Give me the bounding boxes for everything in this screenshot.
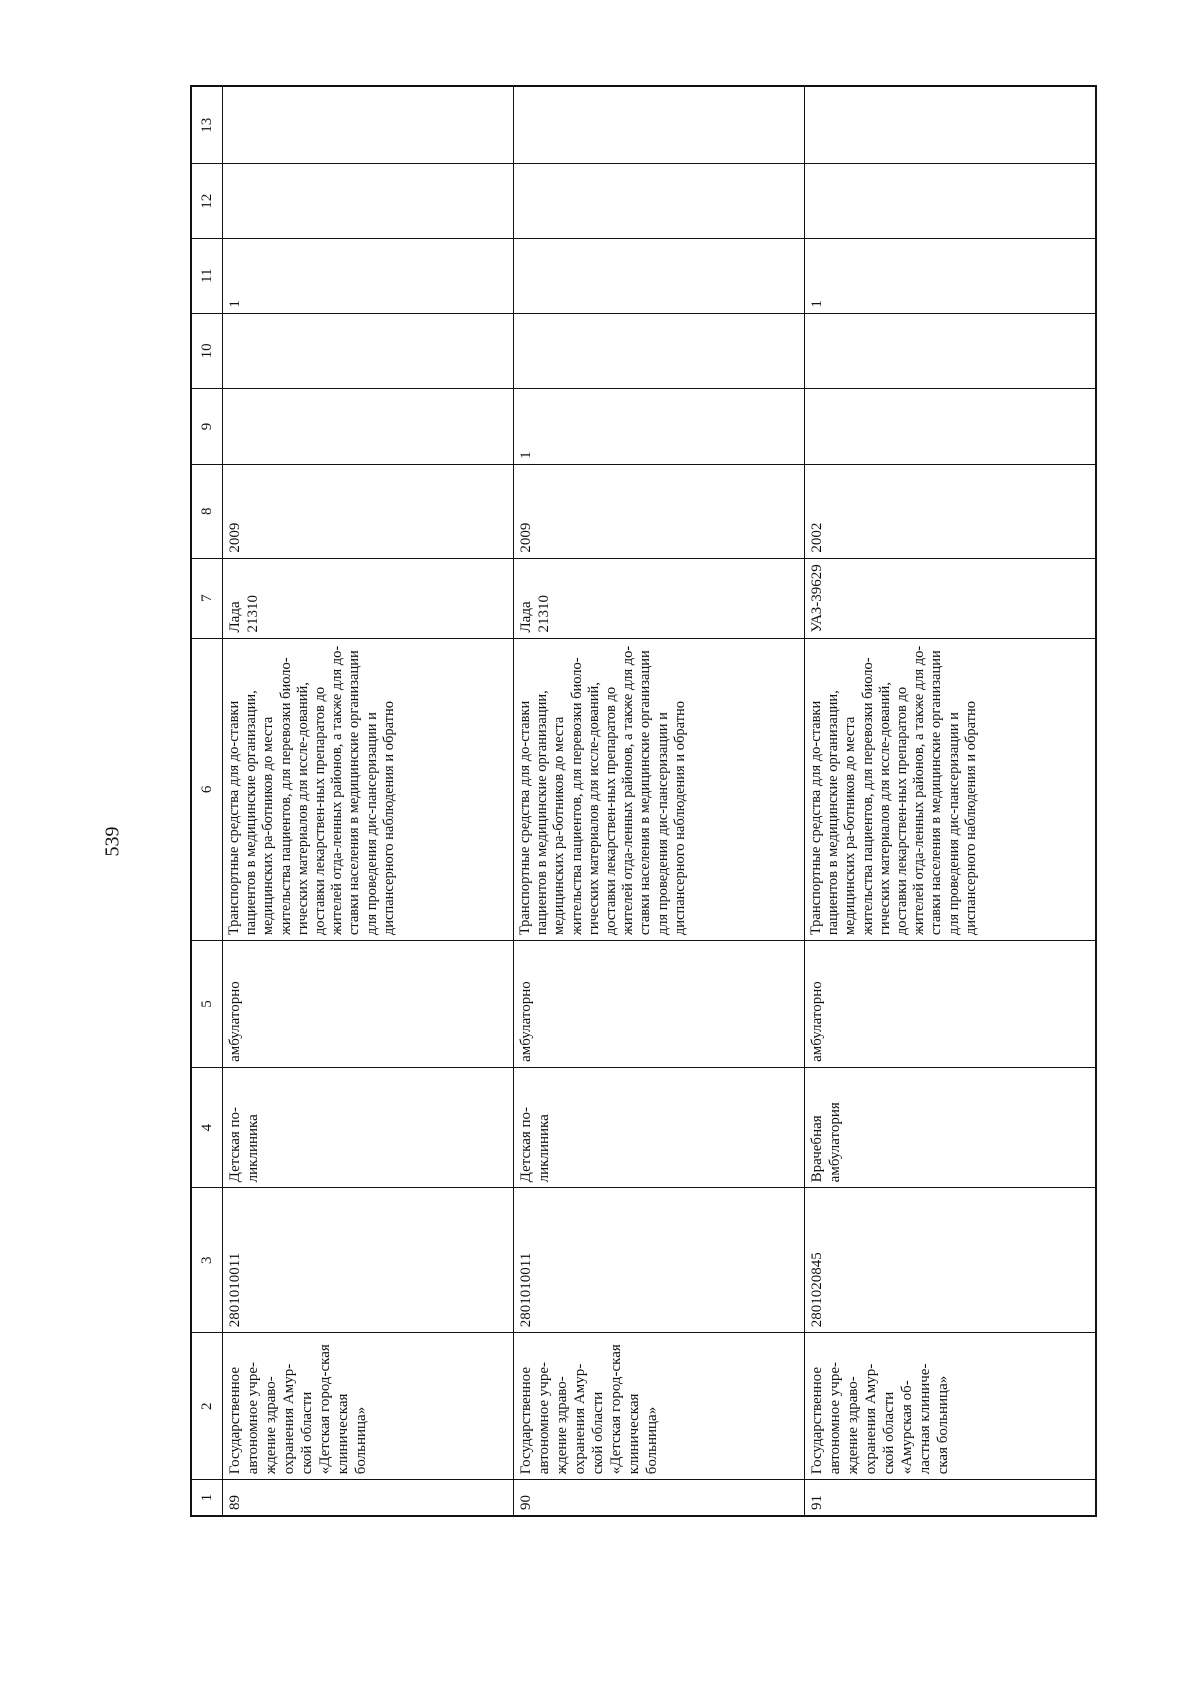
table-row [805, 86, 1096, 1516]
page-number: 539 [101, 826, 124, 857]
cell-care-type: амбулаторно [514, 941, 805, 1068]
cell-number: 91 [805, 1480, 1096, 1516]
cell-organization: Государственное автономное учре-ждение здраво-охранения Амур-ской области «Детская город-ская клиническая больница» [514, 1333, 805, 1480]
col-header-1: 1 [191, 1480, 223, 1516]
cell-year: 2002 [805, 464, 1096, 558]
cell-year: 2009 [223, 464, 514, 558]
col-header-4: 4 [191, 1067, 223, 1187]
cell-col13 [223, 86, 514, 164]
cell-number: 89 [223, 1480, 514, 1516]
cell-model: Лада 21310 [514, 558, 805, 638]
cell-col11: 1 [223, 238, 514, 313]
cell-unit: Врачебная амбулатория [805, 1067, 1096, 1187]
table-row [514, 86, 805, 1516]
vehicles-table [190, 85, 1097, 1517]
rotated-table-container [190, 85, 1090, 1517]
table-row [223, 86, 514, 1516]
cell-model: Лада 21310 [223, 558, 514, 638]
cell-care-type: амбулаторно [223, 941, 514, 1068]
col-header-3: 3 [191, 1188, 223, 1333]
col-header-13: 13 [191, 86, 223, 164]
cell-col9 [223, 389, 514, 465]
col-header-11: 11 [191, 238, 223, 313]
cell-number: 90 [514, 1480, 805, 1516]
col-header-8: 8 [191, 464, 223, 558]
cell-col12 [223, 164, 514, 239]
col-header-12: 12 [191, 164, 223, 239]
cell-col13 [805, 86, 1096, 164]
cell-col11: 1 [805, 238, 1096, 313]
cell-col9 [805, 389, 1096, 465]
cell-organization: Государственное автономное учре-ждение здраво-охранения Амур-ской области «Амурская об-ластная клиниче-ская больница» [805, 1333, 1096, 1480]
cell-unit: Детская по-ликлиника [514, 1067, 805, 1187]
col-header-9: 9 [191, 389, 223, 465]
column-number-row [191, 86, 223, 1516]
cell-care-type: амбулаторно [805, 941, 1096, 1068]
cell-col13 [514, 86, 805, 164]
col-header-7: 7 [191, 558, 223, 638]
cell-col11 [514, 238, 805, 313]
col-header-5: 5 [191, 941, 223, 1068]
cell-code: 2801010011 [223, 1188, 514, 1333]
cell-col10 [223, 313, 514, 389]
cell-organization: Государственное автономное учре-ждение здраво-охранения Амур-ской области «Детская город-ская клиническая больница» [223, 1333, 514, 1480]
cell-code: 2801020845 [805, 1188, 1096, 1333]
col-header-6: 6 [191, 638, 223, 941]
cell-col9: 1 [514, 389, 805, 465]
cell-col10 [805, 313, 1096, 389]
cell-model: УАЗ-39629 [805, 558, 1096, 638]
col-header-10: 10 [191, 313, 223, 389]
cell-unit: Детская по-ликлиника [223, 1067, 514, 1187]
cell-purpose: Транспортные средства для до-ставки пациентов в медицинские организации, медицинских ра-ботников до места жительства пациентов, для перевозки биоло-гических материалов для иссле-дований, доставки лекарствен-ных препаратов до жителей отда-ленных районов, а также для до-ставки населения в медицинские организации для проведения дис-пансеризации и диспансерного наблюдения и обратно [805, 638, 1096, 941]
cell-col12 [514, 164, 805, 239]
cell-year: 2009 [514, 464, 805, 558]
col-header-2: 2 [191, 1333, 223, 1480]
cell-col10 [514, 313, 805, 389]
cell-code: 2801010011 [514, 1188, 805, 1333]
cell-col12 [805, 164, 1096, 239]
cell-purpose: Транспортные средства для до-ставки пациентов в медицинские организации, медицинских ра-ботников до места жительства пациентов, для перевозки биоло-гических материалов для иссле-дований, доставки лекарствен-ных препаратов до жителей отда-ленных районов, а также для до-ставки населения в медицинские организации для проведения дис-пансеризации и диспансерного наблюдения и обратно [514, 638, 805, 941]
cell-purpose: Транспортные средства для до-ставки пациентов в медицинские организации, медицинских ра-ботников до места жительства пациентов, для перевозки биоло-гических материалов для иссле-дований, доставки лекарствен-ных препаратов до жителей отда-ленных районов, а также для до-ставки населения в медицинские организации для проведения дис-пансеризации и диспансерного наблюдения и обратно [223, 638, 514, 941]
